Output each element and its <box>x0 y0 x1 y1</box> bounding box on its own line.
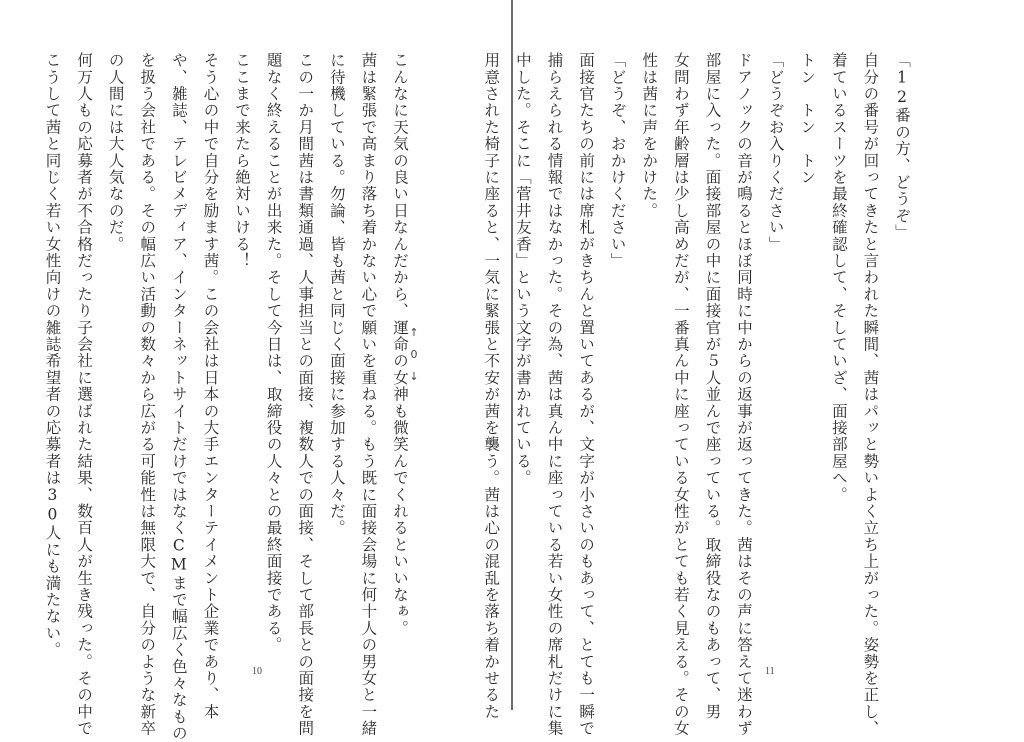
text-line: 用意された椅子に座ると、一気に緊張と不安が茜を襲う。茜は心の混乱を落ち着かせるた <box>482 52 501 721</box>
right-page <box>482 0 1024 737</box>
text-line: 着ているスーツを最終確認して、そしていざ、面接部屋へ。 <box>829 52 848 503</box>
down-arrow-icon[interactable]: ↓ <box>409 370 419 383</box>
text-line: 「12番の方、どうぞ」 <box>893 52 911 241</box>
text-line: ドアノックの音が鳴るとほぼ同時に中からの返事が返ってきた。茜はその声に答えて迷わず <box>735 52 754 737</box>
text-line: 自分の番号が回ってきたと言われた瞬間、茜はパッと勢いよく立ち上がった。姿勢を正し、 <box>861 52 880 737</box>
text-line: 中した。そこに「菅井友香」という文字が書かれている。 <box>513 52 532 487</box>
navigation-value: 0 <box>410 348 418 361</box>
text-line: 部屋に入った。面接部屋の中に面接官が５人並んで座っている。取締役なのもあって、男 <box>703 52 722 720</box>
text-line: こんなに天気の良い日なんだから、運命の女神も微笑んでくれるといいなぁ。 <box>391 52 409 637</box>
text-line: ここまで来たら絶対いける！ <box>233 52 252 270</box>
text-line: や、雑誌、テレビメディア、インターネットサイトだけではなくCMまで幅広く色々なもの <box>169 52 188 742</box>
text-line: この一か月間茜は書類通過、人事担当との面接、複数人での面接、そして部長との面接を問 <box>296 52 315 737</box>
text-line: そう心の中で自分を励ます茜。この会社は日本の大手エンターテイメント企業であり、本 <box>201 52 220 720</box>
text-line: を扱う会社である。その幅広い活動の数々から広がる可能性は無限大で、自分のような新卒 <box>138 52 157 737</box>
text-line: の人間には大人気なのだ。 <box>106 52 125 253</box>
text-line: 女問わず年齢層は少し高めだが、一番真ん中に座っている女性がとても若く見える。その女 <box>671 52 690 737</box>
page-number: 11 <box>765 666 775 677</box>
text-line: 性は茜に声をかけた。 <box>640 52 659 219</box>
page-number: 10 <box>252 666 262 677</box>
text-line: 「どうぞ、おかけください」 <box>608 52 627 270</box>
text-line: トン トン トン <box>798 52 817 186</box>
text-line: 面接官たちの前には席札がきちんと置いてあるが、文字が小さいのもあって、とても一瞬で <box>577 52 596 737</box>
text-line: 「どうぞお入りください」 <box>766 52 785 253</box>
up-arrow-icon[interactable]: ↑ <box>409 326 419 339</box>
text-line: 茜は緊張で高まり落ち着かない心で願いを重ねる。もう既に面接会場に何十人の男女と一緒 <box>359 52 378 737</box>
left-page <box>0 0 511 742</box>
text-line: 何万人もの応募者が不合格だったり子会社に選ばれた結果、数百人が生き残った。その中で <box>75 52 94 737</box>
text-line: 題なく終えることが出来た。そして今日は、取締役の人々との最終面接である。 <box>264 52 283 654</box>
text-line: こうして茜と同じく若い女性向けの雑誌希望者の応募者は30人にも満たない。 <box>43 52 62 659</box>
text-line: 捕らえられる情報ではなかった。その為、茜は真ん中に座っている若い女性の席札だけに集 <box>545 52 564 737</box>
page-navigation-marker[interactable] <box>407 322 421 388</box>
text-line: に待機している。勿論、皆も茜と同じく面接に参加する人々だ。 <box>327 52 346 537</box>
